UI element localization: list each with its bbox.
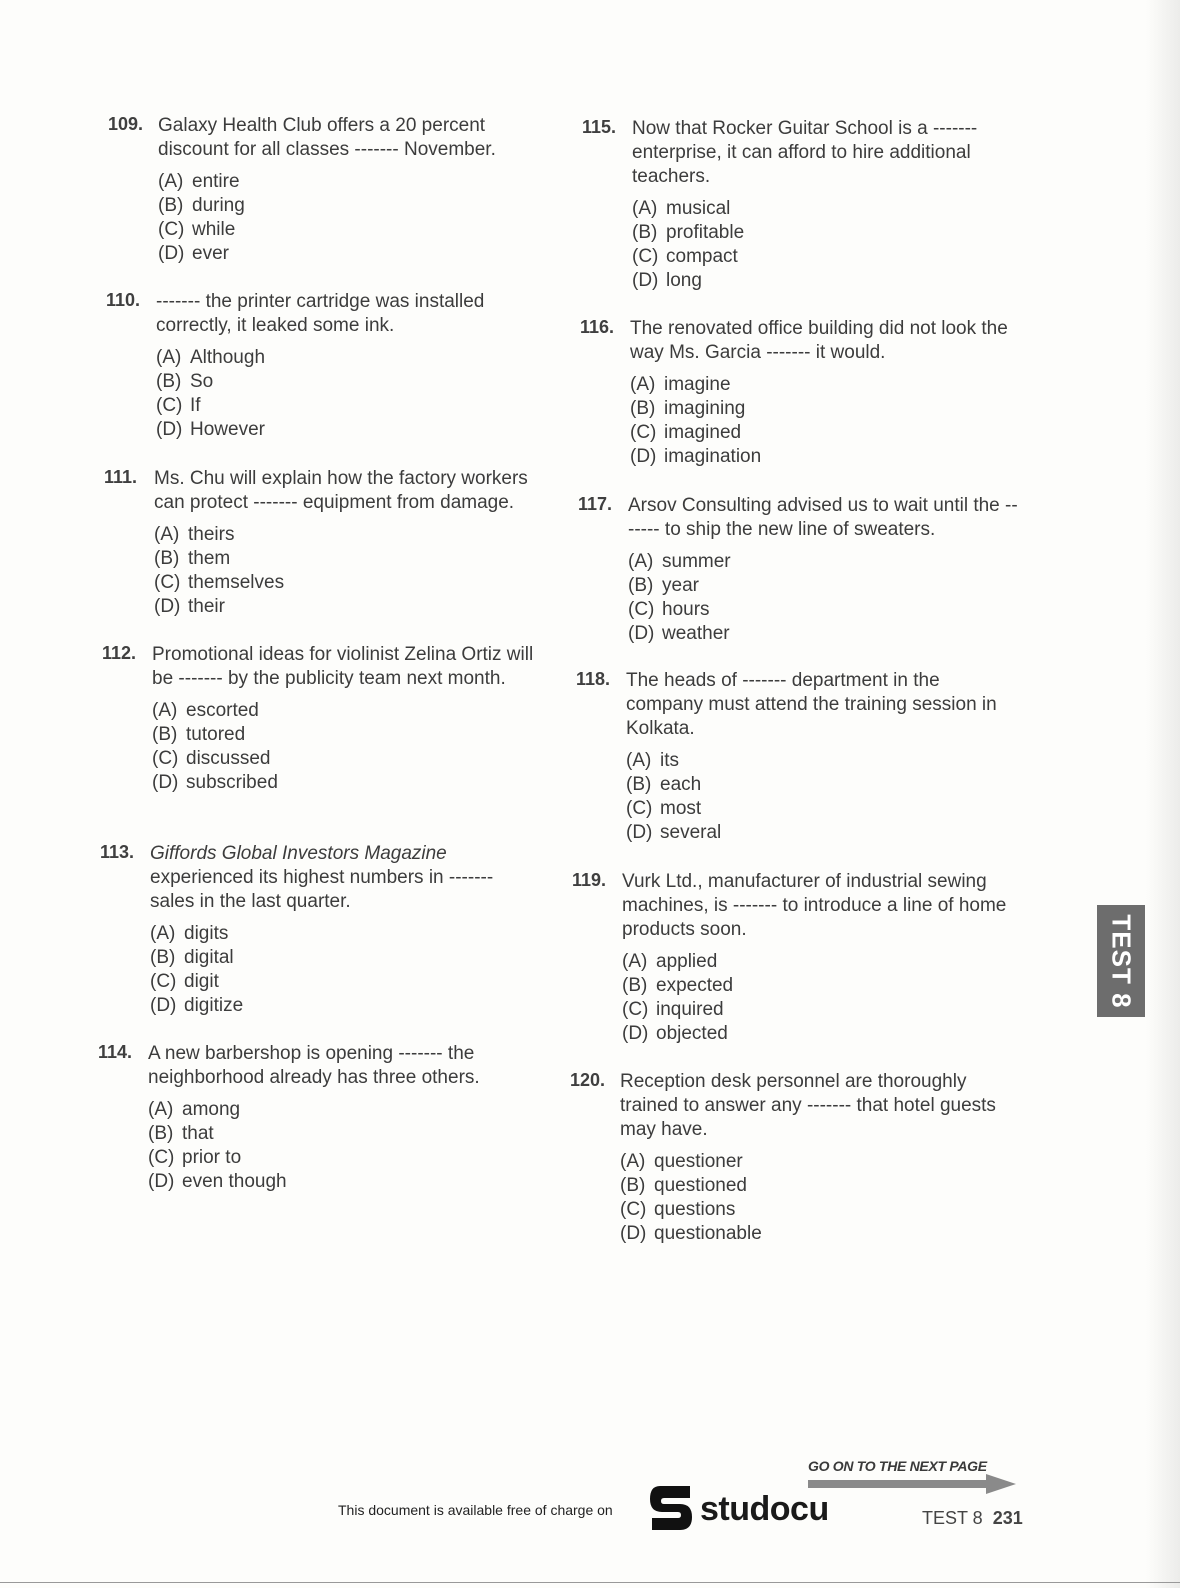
question-110 <box>106 290 546 442</box>
option-a[interactable]: (A) applied <box>622 951 718 972</box>
option-d[interactable]: (D) long <box>632 270 702 291</box>
question-number: 116. <box>580 317 615 337</box>
option-b[interactable]: (B) during <box>158 195 245 216</box>
option-b[interactable]: (B) year <box>628 575 699 596</box>
option-b[interactable]: (B) So <box>156 371 214 392</box>
option-list <box>148 1098 538 1194</box>
question-number: 111. <box>104 467 138 487</box>
bottom-divider <box>0 1582 1180 1583</box>
page-footer <box>922 1508 1023 1529</box>
option-list <box>628 550 1018 646</box>
question-number: 115. <box>582 117 617 137</box>
option-list <box>630 373 1020 469</box>
option-list <box>158 170 548 266</box>
option-c[interactable]: (C) hours <box>628 599 710 620</box>
question-117 <box>578 494 1018 646</box>
option-a[interactable]: (A) musical <box>632 198 731 219</box>
question-text: Giffords Global Investors Magazine experienced its highest numbers in ------- sales in the last quarter. <box>150 843 494 912</box>
option-a[interactable]: (A) summer <box>628 551 731 572</box>
option-c[interactable]: (C) If <box>156 395 201 416</box>
option-list <box>154 523 544 619</box>
question-text: Reception desk personnel are thoroughly trained to answer any ------- that hotel guests may have. <box>620 1071 996 1140</box>
option-a[interactable]: (A) entire <box>158 171 240 192</box>
question-text: ------- the printer cartridge was installed correctly, it leaked some ink. <box>156 291 485 336</box>
question-115 <box>582 117 1022 293</box>
question-number: 109. <box>108 114 144 134</box>
question-text: Now that Rocker Guitar School is a ------- enterprise, it can afford to hire additional teachers. <box>632 118 978 187</box>
question-116 <box>580 317 1020 469</box>
option-b[interactable]: (B) questioned <box>620 1175 747 1196</box>
option-b[interactable]: (B) tutored <box>152 724 246 745</box>
option-c[interactable]: (C) compact <box>632 246 738 267</box>
test-side-tab: TEST 8 <box>1097 905 1145 1017</box>
question-text: Galaxy Health Club offers a 20 percent discount for all classes ------- November. <box>158 115 496 160</box>
test-label: TEST 8 <box>922 1508 983 1528</box>
studocu-brand-text: studocu <box>700 1489 829 1528</box>
option-c[interactable]: (C) themselves <box>154 572 285 593</box>
question-112 <box>102 643 542 795</box>
option-d[interactable]: (D) several <box>626 822 722 843</box>
option-c[interactable]: (C) imagined <box>630 422 742 443</box>
page-number: 231 <box>992 1508 1023 1528</box>
option-a[interactable]: (A) its <box>626 750 679 771</box>
option-b[interactable]: (B) imagining <box>630 398 746 419</box>
question-text: Arsov Consulting advised us to wait until the ------- to ship the new line of sweaters. <box>628 495 1018 540</box>
question-119 <box>572 870 1012 1046</box>
option-b[interactable]: (B) digital <box>150 947 234 968</box>
option-a[interactable]: (A) digits <box>150 923 229 944</box>
question-number: 117. <box>578 494 613 514</box>
next-page-label: GO ON TO THE NEXT PAGE <box>808 1458 987 1474</box>
option-c[interactable]: (C) inquired <box>622 999 724 1020</box>
question-number: 118. <box>576 669 611 689</box>
question-text: A new barbershop is opening ------- the neighborhood already has three others. <box>148 1043 480 1088</box>
option-d[interactable]: (D) ever <box>158 243 229 264</box>
question-text: Vurk Ltd., manufacturer of industrial sewing machines, is ------- to introduce a line of home products soon. <box>622 871 1007 940</box>
option-a[interactable]: (A) questioner <box>620 1151 743 1172</box>
question-109 <box>108 114 548 266</box>
studocu-logo[interactable] <box>648 1484 829 1534</box>
question-111 <box>104 467 544 619</box>
next-page-arrow-icon <box>808 1474 1018 1494</box>
option-d[interactable]: (D) even though <box>148 1171 287 1192</box>
option-list <box>622 950 1012 1046</box>
option-a[interactable]: (A) imagine <box>630 374 731 395</box>
option-b[interactable]: (B) each <box>626 774 702 795</box>
option-list <box>620 1150 1010 1246</box>
option-d[interactable]: (D) subscribed <box>152 772 278 793</box>
option-c[interactable]: (C) questions <box>620 1199 736 1220</box>
option-list <box>626 749 1016 845</box>
option-list <box>152 699 542 795</box>
option-b[interactable]: (B) that <box>148 1123 214 1144</box>
studocu-logo-icon <box>648 1484 694 1534</box>
question-number: 110. <box>106 290 141 310</box>
option-b[interactable]: (B) expected <box>622 975 734 996</box>
option-d[interactable]: (D) digitize <box>150 995 244 1016</box>
question-text: Promotional ideas for violinist Zelina Ortiz will be ------- by the publicity team next month. <box>152 644 534 689</box>
magazine-title: Giffords Global Investors Magazine <box>150 843 447 864</box>
option-b[interactable]: (B) profitable <box>632 222 745 243</box>
option-c[interactable]: (C) discussed <box>152 748 271 769</box>
question-text: Ms. Chu will explain how the factory workers can protect ------- equipment from damage. <box>154 468 528 513</box>
question-number: 112. <box>102 643 137 663</box>
question-114 <box>98 1042 538 1194</box>
option-c[interactable]: (C) most <box>626 798 702 819</box>
option-list <box>156 346 546 442</box>
question-text: The heads of ------- department in the company must attend the training session in Kolkata. <box>626 670 997 739</box>
option-list <box>150 922 540 1018</box>
question-118 <box>576 669 1016 845</box>
option-a[interactable]: (A) theirs <box>154 524 235 545</box>
option-d[interactable]: (D) However <box>156 419 265 440</box>
option-a[interactable]: (A) escorted <box>152 700 259 721</box>
option-d[interactable]: (D) objected <box>622 1023 728 1044</box>
question-number: 113. <box>100 842 135 862</box>
option-b[interactable]: (B) them <box>154 548 231 569</box>
question-text: The renovated office building did not look the way Ms. Garcia ------- it would. <box>630 318 1008 363</box>
option-d[interactable]: (D) their <box>154 596 225 617</box>
option-d[interactable]: (D) questionable <box>620 1223 762 1244</box>
option-c[interactable]: (C) prior to <box>148 1147 242 1168</box>
question-number: 120. <box>570 1070 606 1090</box>
option-list <box>632 197 1022 293</box>
option-a[interactable]: (A) among <box>148 1099 241 1120</box>
question-number: 119. <box>572 870 607 890</box>
option-d[interactable]: (D) weather <box>628 623 730 644</box>
option-c[interactable]: (C) while <box>158 219 236 240</box>
option-d[interactable]: (D) imagination <box>630 446 762 467</box>
page-edge-shadow <box>1146 0 1180 1588</box>
question-number: 114. <box>98 1042 133 1062</box>
question-113 <box>100 842 540 1018</box>
availability-note: This document is available free of charge on <box>338 1502 613 1518</box>
option-a[interactable]: (A) Although <box>156 347 266 368</box>
option-c[interactable]: (C) digit <box>150 971 219 992</box>
question-120 <box>570 1070 1010 1246</box>
